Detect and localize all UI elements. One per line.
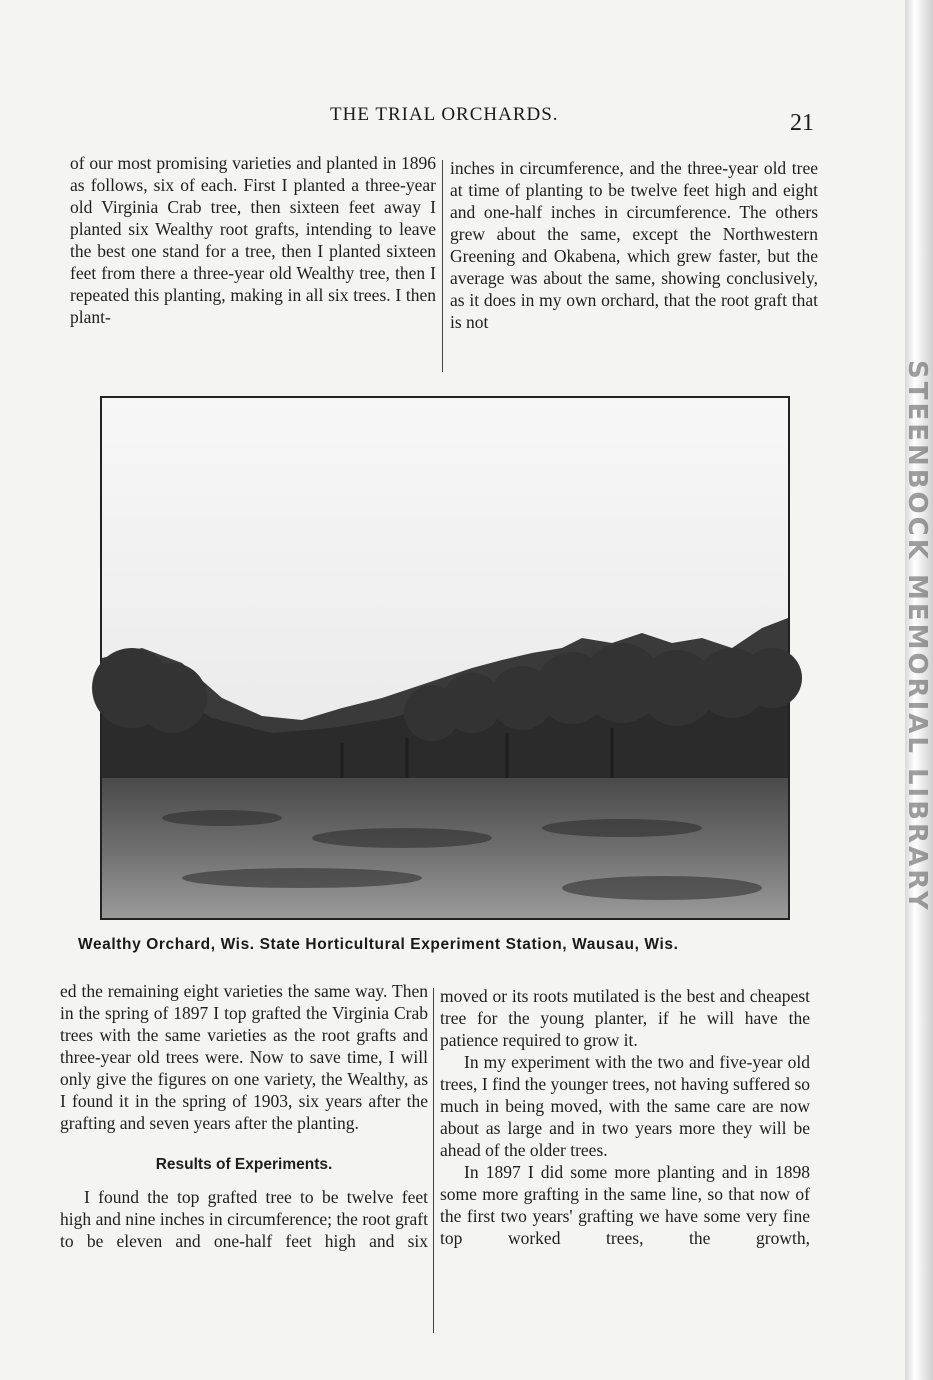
top-right-column — [450, 157, 818, 333]
bottom-right-paragraph-1: moved or its roots mutilated is the best and cheapest tree for the young planter, if he will have the patience required to grow it. — [440, 986, 810, 1050]
top-left-column — [70, 152, 436, 328]
top-right-paragraph: inches in circumference, and the three-year old tree at time of planting to be twelve feet high and eight and one-half inches in circumference. The others grew about the same, except the Northwestern Greening and Okabena, which grew faster, but the average was about the same, showing conclusively, as it does in my own orchard, that the root graft that is not — [450, 158, 818, 332]
bottom-right-paragraph-3: In 1897 I did some more planting and in 1898 some more grafting in the same line, so that now of the first two years' grafting we have some very fine top worked trees, the growth, — [440, 1162, 810, 1248]
bottom-right-paragraph-2: In my experiment with the two and five-year old trees, I find the younger trees, not having suffered so much in being moved, with the same care are now about as large and in two years more they will be ahead of the older trees. — [440, 1052, 810, 1160]
orchard-image — [102, 398, 788, 918]
bottom-left-paragraph-1: ed the remaining eight varieties the same way. Then in the spring of 1897 I top grafted the Virginia Crab trees with the same varieties as the root grafts and three-year old trees were. Now to save time, I will only give the figures on one variety, the Wealthy, as I found it in the spring of 1903, six years after the grafting and seven years after the planting. — [60, 981, 428, 1133]
photo-caption: Wealthy Orchard, Wis. State Horticultural Experiment Station, Wausau, Wis. — [78, 936, 679, 953]
running-header: THE TRIAL ORCHARDS. — [330, 104, 559, 125]
library-stamp: STEENBOCK MEMORIAL LIBRARY — [902, 360, 932, 913]
column-rule-top — [442, 160, 443, 372]
top-left-paragraph: of our most promising varieties and planted in 1896 as follows, six of each. First I planted a three-year old Virginia Crab tree, then sixteen feet away I planted six Wealthy root grafts, intending to leave the best one stand for a tree, then I planted sixteen feet from there a three-year old Wealthy tree, then I repeated this planting, making in all six trees. I then plant- — [70, 153, 436, 327]
bottom-right-column — [440, 985, 810, 1249]
bottom-left-paragraph-2: I found the top grafted tree to be twelve feet high and nine inches in circumference; the root graft to be eleven and one-half feet high and six — [60, 1187, 428, 1251]
page-number: 21 — [790, 110, 814, 136]
section-heading: Results of Experiments. — [155, 1156, 333, 1173]
orchard-photograph — [100, 396, 790, 920]
bottom-left-column — [60, 980, 428, 1252]
column-rule-bottom — [433, 988, 434, 1333]
